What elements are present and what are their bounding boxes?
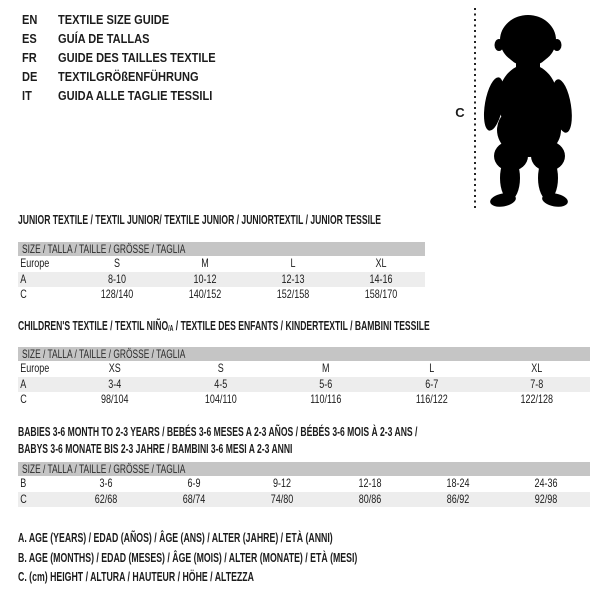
size-cell: 9-12 [272,476,292,490]
size-cell: 62/68 [94,491,118,506]
size-cell: 68/74 [182,491,206,506]
size-cell: 12-13 [281,271,305,286]
size-cell: 14-16 [369,271,393,286]
size-header-label: SIZE / TALLA / TAILLE / GRÖSSE / TAGLIA [22,242,186,256]
size-cell: S [217,361,224,375]
height-measure-label: C [455,105,465,120]
row-label: C [20,392,27,406]
babies-title-line2: BABYS 3-6 MONATE BIS 2-3 JAHRE / BAMBINI 3-6 MESI A 2-3 ANNI [18,440,293,456]
table-row [18,377,590,393]
row-label: A [20,271,27,286]
table-row [18,256,425,272]
language-title: GUIDA ALLE TAGLIE TESSILI [58,88,213,103]
size-cell: 5-6 [319,376,333,391]
language-row [22,67,243,86]
measure-legend [18,529,503,588]
row-label: Europe [20,361,50,375]
size-cell: 98/104 [101,392,129,406]
size-cell: 18-24 [446,476,470,490]
size-cell: M [322,361,330,375]
table-row [18,392,590,408]
row-label: C [20,491,27,506]
size-cell: 6-7 [425,376,439,391]
size-header-label: SIZE / TALLA / TAILLE / GRÖSSE / TAGLIA [22,462,186,476]
table-row [18,492,590,508]
row-label: A [20,376,27,391]
row-label: B [20,476,27,490]
size-cell: 92/98 [534,491,558,506]
children-title-subscript: /A [168,324,174,333]
size-header-label: SIZE / TALLA / TAILLE / GRÖSSE / TAGLIA [22,347,186,361]
size-cell: L [429,361,435,375]
baby-silhouette-icon [482,8,572,208]
size-cell: S [113,256,120,270]
size-cell: 74/80 [270,491,294,506]
size-cell: 152/158 [276,287,310,301]
size-cell: 158/170 [364,287,398,301]
language-row [22,29,243,48]
size-cell: XS [108,361,121,375]
language-row [22,86,243,105]
language-title: TEXTILE SIZE GUIDE [58,12,170,27]
size-cell: M [201,256,209,270]
size-cell: 86/92 [446,491,470,506]
legend-note-a: A. AGE (YEARS) / EDAD (AÑOS) / ÂGE (ANS) / ALTER (JAHRE) / ETÀ (ANNI) [18,531,333,545]
size-cell: 12-18 [358,476,382,490]
language-title: GUÍA DE TALLAS [58,31,150,46]
size-cell: L [290,256,296,270]
language-row [22,10,243,29]
babies-title-line1: BABIES 3-6 MONTH TO 2-3 YEARS / BEBÉS 3-6 MESES A 2-3 AÑOS / BÉBÉS 3-6 MOIS À 2-3 ANS / [18,424,418,439]
language-code: DE [22,69,38,84]
children-title-text: / TEXTILE DES ENFANTS / KINDERTEXTIL / BAMBINI TESSILE [173,318,430,333]
language-code: ES [22,31,37,46]
language-code: IT [22,88,32,103]
size-cell: 116/122 [415,392,448,406]
size-cell: 24-36 [534,476,558,490]
table-row [18,361,590,377]
junior-size-table [18,242,425,303]
language-row [22,48,243,67]
size-cell: 122/128 [520,392,554,406]
language-code: EN [22,12,38,27]
size-cell: 8-10 [107,271,127,286]
table-row [18,476,590,492]
size-cell: 110/116 [310,392,342,406]
size-cell: 6-9 [187,476,201,490]
size-cell: 3-6 [99,476,113,490]
size-cell: 10-12 [193,271,217,286]
size-cell: 128/140 [100,287,134,301]
size-cell: 7-8 [530,376,544,391]
size-cell: 104/110 [204,392,237,406]
babies-table-title [18,424,600,457]
row-label: Europe [20,256,50,270]
legend-note-b: B. AGE (MONTHS) / EDAD (MESES) / ÂGE (MOIS) / ALTER (MONATE) / ETÀ (MESI) [18,550,358,565]
legend-note-c: C. (cm) HEIGHT / ALTURA / HAUTEUR / HÖHE / ALTEZZA [18,570,254,584]
size-cell: XL [375,256,387,270]
height-measure-dotted-line [474,8,476,211]
size-cell: 140/152 [188,287,222,301]
children-title-text: CHILDREN'S TEXTILE / TEXTIL NIÑO [18,318,169,333]
size-header-bar [18,242,425,256]
babies-size-table [18,462,590,507]
size-cell: 80/86 [358,491,382,506]
language-title-block [22,10,243,105]
size-cell: XL [531,361,543,375]
table-row [18,287,425,303]
size-header-bar [18,347,590,361]
language-code: FR [22,50,37,65]
table-row [18,272,425,288]
language-title: TEXTILGRÖßENFÜHRUNG [58,69,199,84]
junior-table-title: JUNIOR TEXTILE / TEXTIL JUNIOR/ TEXTILE JUNIOR / JUNIORTEXTIL / JUNIOR TESSILE [18,212,381,227]
language-title: GUIDE DES TAILLES TEXTILE [58,50,216,65]
children-table-title [18,318,430,336]
size-cell: 4-5 [213,376,227,391]
children-size-table [18,347,590,408]
row-label: C [20,287,27,301]
size-cell: 3-4 [108,376,122,391]
size-header-bar [18,462,590,476]
